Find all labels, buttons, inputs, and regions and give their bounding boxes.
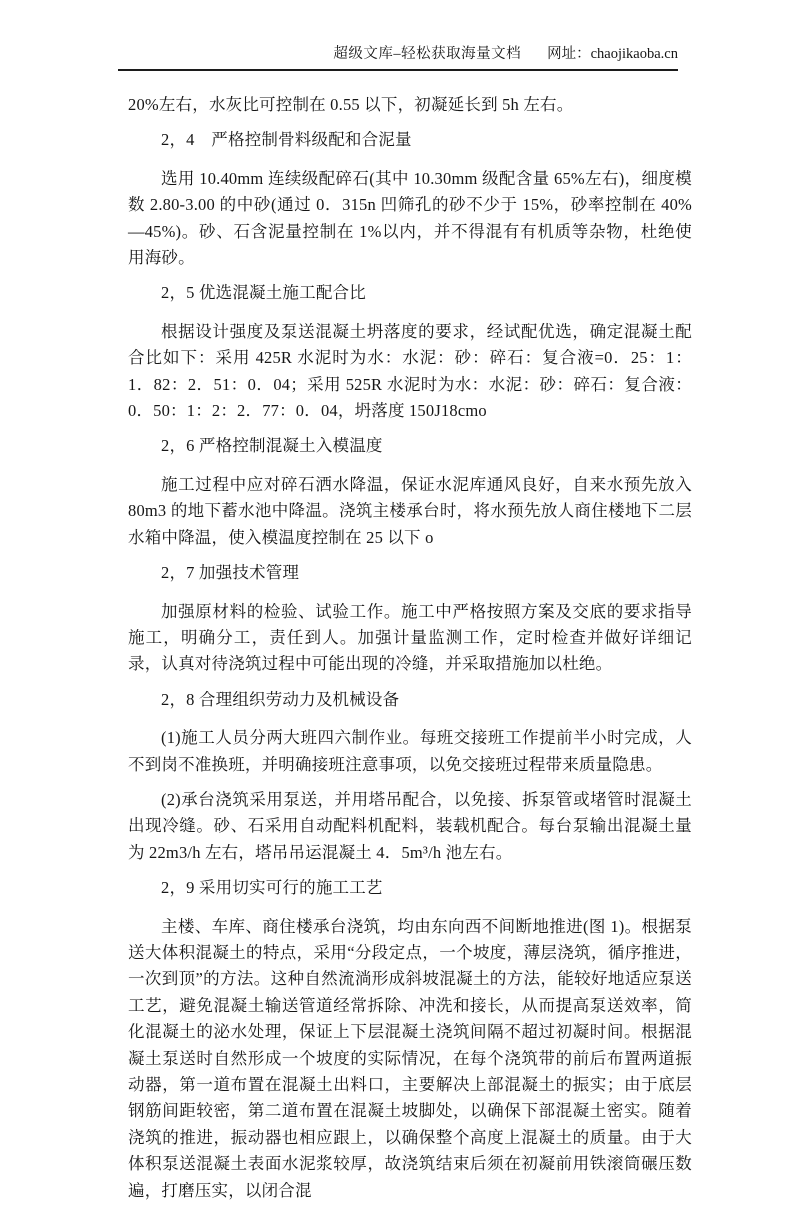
heading-2-6-mold-temperature: 2，6 严格控制混凝土入模温度 xyxy=(161,436,383,456)
site-url-label: 网址： xyxy=(547,46,591,62)
paragraph-aggregate-grading: 选用 10.40mm 连续级配碎石(其中 10.30mm 级配含量 65%左右)，细度模数 2.80-3.00 的中砂(通过 0．315n 凹筛孔的砂不少于 15%，砂率控制在 40%—45%)。砂、石含泥量控制在 1%以内，并不得混有有机质等杂物，杜绝使用海砂。 xyxy=(128,168,692,268)
heading-2-8-labor-equipment: 2，8 合理组织劳动力及机械设备 xyxy=(161,689,400,709)
heading-2-5-mix-proportion: 2，5 优选混凝土施工配合比 xyxy=(161,283,366,303)
paragraph-mold-temperature: 施工过程中应对碎石洒水降温，保证水泥库通风良好，自来水预先放入 80m3 的地下蓄水池中降温。浇筑主楼承台时，将水预先放人商住楼地下二层水箱中降温，使入模温度控制在 25 以下 o xyxy=(128,474,692,547)
heading-2-7-technical-management: 2，7 加强技术管理 xyxy=(161,563,300,583)
paragraph-construction-technique: 主楼、车库、商住楼承台浇筑，均由东向西不间断地推进(图 1)。根据泵送大体积混凝土的特点，采用“分段定点，一个坡度，薄层浇筑，循序推进，一次到顶”的方法。这种自然流淌形成斜坡混凝土的方法，能较好地适应泵送工艺，避免混凝土输送管道经常拆除、冲洗和接长，从而提高泵送效率，简化混凝土的泌水处理，保证上下层混凝土浇筑间隔不超过初凝时间。根据混凝土泵送时自然形成一个坡度的实际情况，在每个浇筑带的前后布置两道振动器，第一道布置在混凝土出料口，主要解决上部混凝土的振实；由于底层钢筋间距较密，第二道布置在混凝土坡脚处，以确保下部混凝土密实。随着浇筑的推进，振动器也相应跟上，以确保整个高度上混凝土的质量。由于大体积泵送混凝土表面水泥浆较厚，故浇筑结束后须在初凝前用铁滚筒碾压数遍，打磨压实，以闭合混 xyxy=(128,916,692,1200)
paragraph-pumping-arrangement: (2)承台浇筑采用泵送，并用塔吊配合，以免接、拆泵管或堵管时混凝土出现冷缝。砂、石采用自动配料机配料，装载机配合。每台泵输出混凝土量为 22m3/h 左右，塔吊吊运混凝土 4．5m³/h 池左右。 xyxy=(128,789,692,862)
page-header xyxy=(118,44,678,71)
site-url: chaojikaoba.cn xyxy=(590,46,678,62)
heading-2-9-construction-technique: 2，9 采用切实可行的施工工艺 xyxy=(161,878,383,898)
paragraph-water-cement-ratio-continued: 20%左右，水灰比可控制在 0.55 以下，初凝延长到 5h 左右。 xyxy=(128,95,574,114)
paragraph-shift-arrangement: (1)施工人员分两大班四六制作业。每班交接班工作提前半小时完成，人不到岗不准换班，并明确接班注意事项，以免交接班过程带来质量隐患。 xyxy=(128,728,692,774)
paragraph-technical-management: 加强原材料的检验、试验工作。施工中严格按照方案及交底的要求指导施工，明确分工，责任到人。加强计量监测工作，定时检查并做好详细记录，认真对待浇筑过程中可能出现的冷缝，并采取措施加以杜绝。 xyxy=(128,601,692,674)
site-brand-text: 超级文库–轻松获取海量文档 xyxy=(333,46,522,62)
heading-2-4-aggregate-grading: 2，4 严格控制骨料级配和合泥量 xyxy=(161,130,412,150)
paragraph-mix-proportion: 根据设计强度及泵送混凝土坍落度的要求，经试配优选，确定混凝土配合比如下：采用 425R 水泥时为水：水泥：砂：碎石：复合液=0．25：1：1．82：2．51：0．04；采用 525R 水泥时为水：水泥：砂：碎石：复合液：0．50：1：2：2．77：0．04，坍落度 150J18cmo xyxy=(128,321,692,421)
document-body xyxy=(128,92,692,1213)
